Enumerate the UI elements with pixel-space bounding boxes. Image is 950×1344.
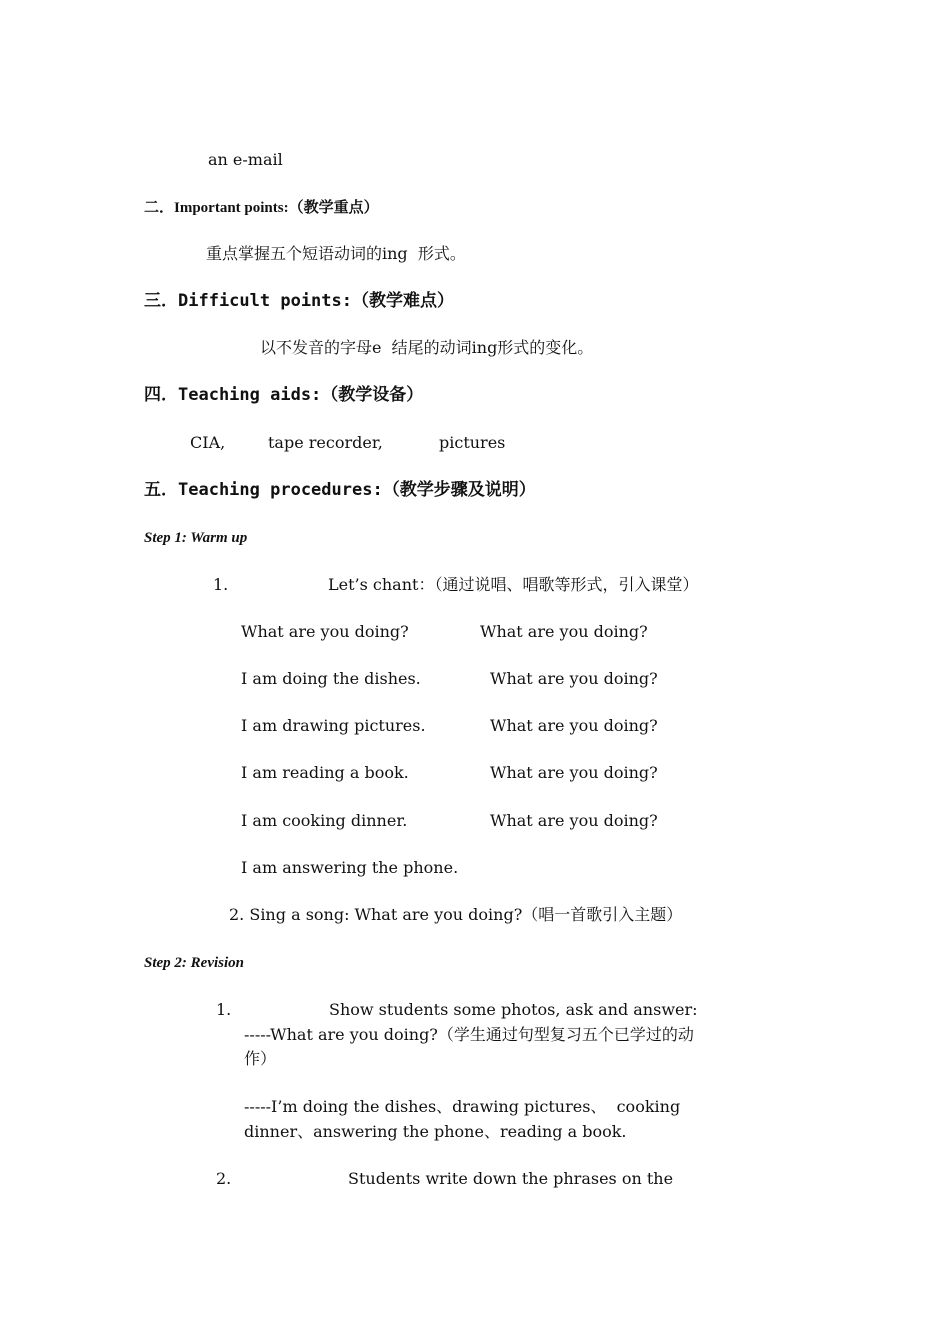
step2-item1-question: -----What are you doing?（学生通过句型复习五个已学过的动 [244, 1025, 694, 1044]
step2-item1-question-cont: 作） [244, 1049, 277, 1068]
important-points-body: 重点掌握五个短语动词的ing 形式。 [206, 244, 466, 263]
chant-line-2-b: What are you doing? [490, 669, 658, 688]
aid-item-cia: CIA, [190, 433, 226, 452]
chant-line-4-a: I am reading a book. [241, 763, 409, 782]
step1-item2: 2. Sing a song: What are you doing?（唱一首歌引入主题） [229, 905, 683, 924]
step2-item1-answer-cont: dinner、answering the phone、reading a book. [244, 1122, 627, 1141]
chant-line-3-a: I am drawing pictures. [241, 716, 426, 735]
important-points-heading: 二．Important points:（教学重点） [144, 200, 379, 216]
step1-item1-text: Let’s chant：（通过说唱、唱歌等形式，引入课堂） [328, 575, 699, 594]
chant-line-1-b: What are you doing? [480, 622, 648, 641]
chant-line-1-a: What are you doing? [241, 622, 409, 641]
step2-item1-text: Show students some photos, ask and answer: [329, 1000, 698, 1019]
step1-item1-number: 1. [213, 575, 229, 594]
teaching-procedures-heading: 五．Teaching procedures:（教学步骤及说明） [144, 480, 536, 500]
step2-item2-number: 2. [216, 1169, 232, 1188]
chant-line-5-b: What are you doing? [490, 811, 658, 830]
chant-line-2-a: I am doing the dishes. [241, 669, 421, 688]
chant-line-5-a: I am cooking dinner. [241, 811, 408, 830]
step2-item1-number: 1. [216, 1000, 232, 1019]
step2-item1-answer: -----I’m doing the dishes、drawing pictures、 cooking [244, 1097, 681, 1116]
difficult-points-body: 以不发音的字母e 结尾的动词ing形式的变化。 [260, 338, 594, 357]
aid-item-pictures: pictures [439, 433, 506, 452]
email-line: an e-mail [208, 150, 283, 169]
step2-item2-text: Students write down the phrases on the [348, 1169, 674, 1188]
chant-line-3-b: What are you doing? [490, 716, 658, 735]
step1-heading: Step 1: Warm up [144, 530, 248, 546]
teaching-aids-heading: 四．Teaching aids:（教学设备） [144, 385, 424, 405]
step2-heading: Step 2: Revision [144, 955, 244, 971]
chant-line-4-b: What are you doing? [490, 763, 658, 782]
aid-item-tape-recorder: tape recorder, [268, 433, 383, 452]
difficult-points-heading: 三．Difficult points:（教学难点） [144, 291, 454, 311]
chant-line-6-a: I am answering the phone. [241, 858, 459, 877]
